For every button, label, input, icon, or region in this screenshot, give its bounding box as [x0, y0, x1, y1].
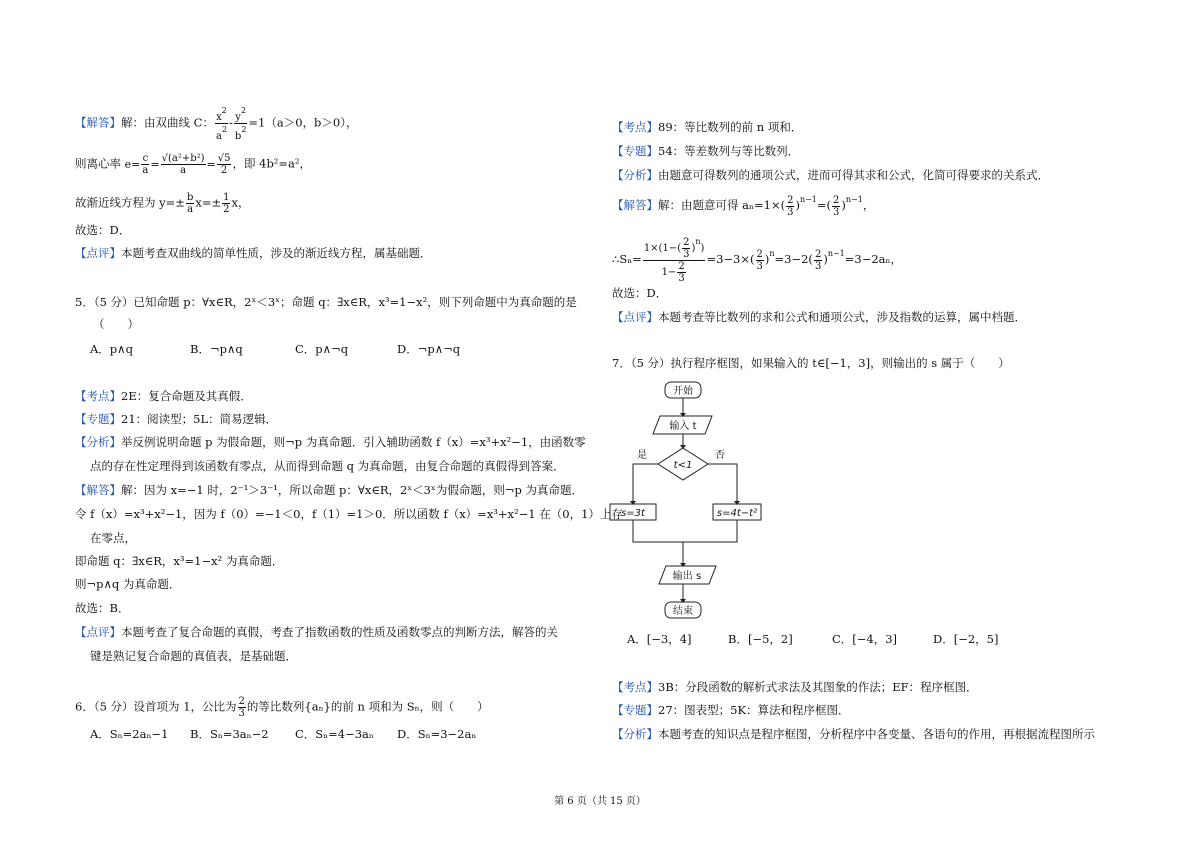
zhuanti-tag: 【专题】 [612, 144, 658, 158]
asymptote-line: 故渐近线方程为 y=± $\frac{b}{a}$ x=± $\frac{1}{2}$ x， [75, 192, 250, 215]
jieda-tag: 【解答】 [612, 198, 658, 212]
asymptote-tail: x， [231, 195, 250, 210]
q5-jieda-5: 则¬p∧q 为真命题． [75, 577, 181, 591]
question-7-stem: 7．（5 分）执行程序框图，如果输入的 t∈[−1，3]，则输出的 s 属于（ ） [612, 356, 1010, 370]
q5-fenxi-2: 点的存在性定理得到该函数有零点，从而得到命题 q 为真命题，由复合命题的真假得到答案． [90, 459, 565, 473]
eccentricity-tail: ，即 4b²=a²， [232, 156, 312, 171]
question-5-stem: 5．（5 分）已知命题 p：∀x∈R，2ˣ＜3ˣ；命题 q：∃x∈R，x³=1−x²，则下列命题中为真命题的是 [75, 295, 577, 309]
q5-comment-2: 键是熟记复合命题的真值表，是基础题． [90, 649, 297, 663]
q6-sn-line: ∴Sₙ= 1×(1−( $\frac{2}{3}$ )$^n$) 1− $\frac{2}{3}$ =3−3×( $\frac{2}{3}$ )$^n$=3−2( $\frac{2}{3}$ )$^{n-1}$=3−2aₙ， [612, 237, 903, 284]
answer-line-hyperbola: 【解答】解：由双曲线 C： $\frac{x^2}{a^2}$ - $\frac{y^2}{b^2}$ =1（a＞0，b＞0）， [75, 106, 358, 142]
answer-tag: 【解答】 [75, 115, 121, 130]
zhuanti-text: 21：阅读型；5L：简易逻辑． [121, 412, 278, 426]
sn-prefix: ∴Sₙ= [612, 252, 642, 266]
kaodian-text: 89：等比数列的前 n 项和． [658, 120, 803, 134]
eccentricity-formula: e= $\frac{c}{a}$ = $\frac{\text{√(a²+b²)}}{a}$ = $\frac{√5}{2}$ [124, 153, 231, 176]
kaodian-tag: 【考点】 [75, 389, 121, 403]
answer-text: 解：由双曲线 C： [121, 115, 214, 130]
q5-choice: 故选：B． [75, 601, 130, 615]
jieda-tag: 【解答】 [75, 483, 121, 497]
flow-input-label: 输入 t [669, 421, 697, 432]
formula-tail: =1（a＞0，b＞0）， [248, 115, 358, 130]
flow-end-label: 结束 [673, 606, 693, 617]
q6-fenxi [612, 168, 1049, 183]
page-footer: 第 6 页（共 15 页） [554, 796, 646, 807]
zhuanti-text: 54：等差数列与等比数列． [658, 144, 800, 158]
q7-option-a: A．[−3，4] [627, 632, 692, 646]
sn-tail-2: =3−2aₙ， [844, 252, 903, 266]
kaodian-tag: 【考点】 [612, 120, 658, 134]
flow-yes-label: 是 [637, 450, 647, 461]
q5-option-c: C．p∧¬q [295, 342, 349, 356]
fraction-y2-b2: $\frac{y^2}{b^2}$ [234, 106, 247, 142]
fenxi-tag: 【分析】 [612, 168, 658, 182]
question-6-stem [75, 696, 489, 719]
q5-fenxi [75, 435, 586, 450]
zhuanti-tag: 【专题】 [612, 703, 658, 717]
q5-option-a: A．p∧q [90, 342, 133, 356]
comment-text: 本题考查双曲线的简单性质，涉及的渐近线方程，属基础题． [121, 246, 432, 260]
q7-fenxi [612, 727, 1095, 742]
flow-right-label: s=4t−t² [716, 508, 758, 519]
jieda-text-1: 解：因为 x=−1 时，2⁻¹＞3⁻¹，所以命题 p：∀x∈R，2ˣ＜3ˣ为假命题，则¬p 为真命题． [121, 483, 584, 497]
fraction-2-3: $\frac{2}{3}$ [238, 696, 245, 719]
q6-option-d: D．Sₙ=3−2aₙ [397, 727, 477, 741]
q6-comment [612, 310, 1026, 325]
q5-comment [75, 625, 558, 640]
comment-tag: 【点评】 [75, 246, 121, 260]
q6-option-a: A．Sₙ=2aₙ−1 [90, 727, 169, 741]
q6-option-b: B．Sₙ=3aₙ−2 [190, 727, 269, 741]
jieda-prefix: 解：由题意可得 aₙ=1× [658, 198, 781, 212]
fraction-b-a: $\frac{b}{a}$ [186, 192, 194, 215]
comment-text-1: 本题考查了复合命题的真假，考查了指数函数的性质及函数零点的判断方法，解答的关 [121, 625, 558, 639]
comment-line [75, 246, 432, 261]
q5-kaodian [75, 389, 252, 404]
question-5-paren: （ ） [93, 317, 139, 331]
kaodian-text: 2E：复合命题及其真假． [121, 389, 252, 403]
q5-jieda-3: 在零点， [90, 531, 136, 545]
q5-jieda-2: 令 f（x）=x³+x²−1，因为 f（0）=−1＜0，f（1）=1＞0．所以函数 f（x）=x³+x²−1 在（0，1）上存 [75, 507, 623, 521]
flow-start-label: 开始 [673, 386, 693, 397]
comment-tag: 【点评】 [75, 625, 121, 639]
flow-no-label: 否 [715, 450, 725, 461]
fenxi-text: 本题考查的知识点是程序框图，分析程序中各变量、各语句的作用，再根据流程图所示 [658, 727, 1095, 741]
q5-jieda-4: 即命题 q：∃x∈R，x³=1−x² 为真命题． [75, 554, 284, 568]
kaodian-text: 3B：分段函数的解析式求法及其图象的作法；EF：程序框图． [658, 680, 978, 694]
q7-zhuanti [612, 703, 850, 718]
q6-choice: 故选：D． [612, 286, 668, 300]
zhuanti-text: 27：图表型；5K：算法和程序框图． [658, 703, 850, 717]
flow-cond-label: t<1 [673, 460, 693, 471]
eccentricity-prefix: 则离心率 [75, 156, 121, 171]
fraction-1-2: $\frac{1}{2}$ [223, 192, 230, 215]
q6-option-c: C．Sₙ=4−3aₙ [295, 727, 374, 741]
comment-text: 本题考查等比数列的求和公式和通项公式，涉及指数的运算，属中档题． [658, 310, 1026, 324]
q6-prefix: 6．（5 分）设首项为 1，公比为 [75, 699, 237, 714]
zhuanti-tag: 【专题】 [75, 412, 121, 426]
fenxi-text: 由题意可得数列的通项公式，进而可得其求和公式，化简可得要求的关系式． [658, 168, 1049, 182]
q6-kaodian [612, 120, 802, 135]
q6-zhuanti [612, 144, 799, 159]
q6-jieda: 【解答】解：由题意可得 aₙ=1×( $\frac{2}{3}$ )$^{n-1}$=( $\frac{2}{3}$ )$^{n-1}$， [612, 194, 875, 218]
asymptote-prefix: 故渐近线方程为 y=± [75, 195, 185, 210]
fenxi-tag: 【分析】 [612, 727, 658, 741]
program-flowchart [600, 376, 800, 626]
flow-left-label: s=3t [621, 508, 645, 519]
fenxi-tag: 【分析】 [75, 435, 121, 449]
q7-option-b: B．[−5，2] [728, 632, 793, 646]
q7-option-d: D．[−2，5] [933, 632, 999, 646]
q5-option-d: D．¬p∧¬q [397, 342, 461, 356]
eccentricity-line [75, 153, 311, 176]
q7-option-c: C．[−4，3] [832, 632, 898, 646]
fenxi-text-1: 举反例说明命题 p 为假命题，则¬p 为真命题．引入辅助函数 f（x）=x³+x²−1，由函数零 [121, 435, 586, 449]
choice-line: 故选：D． [75, 223, 131, 237]
q6-tail: 的等比数列{aₙ}的前 n 项和为 Sₙ，则（ ） [246, 699, 489, 714]
q5-option-b: B．¬p∧q [190, 342, 243, 356]
sn-tail: =3−3× [706, 252, 750, 266]
flow-output-label: 输出 s [672, 571, 702, 582]
comment-tag: 【点评】 [612, 310, 658, 324]
fraction-x2-a2: $\frac{x^2}{a^2}$ [215, 106, 228, 142]
q5-jieda [75, 483, 583, 498]
q5-zhuanti [75, 412, 277, 427]
q7-kaodian [612, 680, 978, 695]
kaodian-tag: 【考点】 [612, 680, 658, 694]
